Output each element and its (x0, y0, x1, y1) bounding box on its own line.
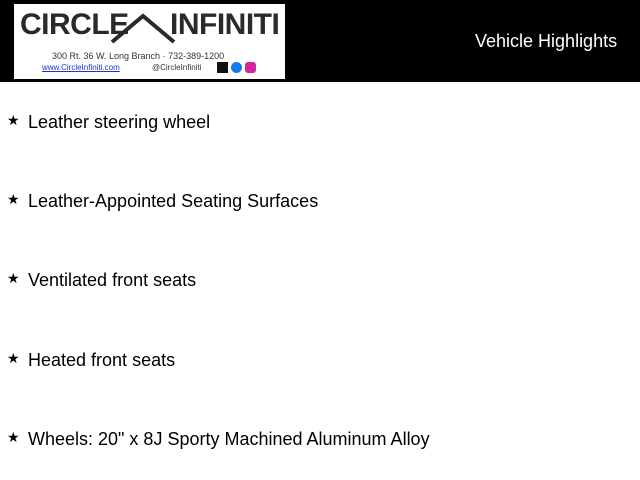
star-icon: ★ (7, 351, 20, 367)
dealer-logo[interactable] (14, 4, 285, 79)
star-icon: ★ (7, 192, 20, 208)
highlight-label: Ventilated front seats (28, 270, 197, 290)
dealer-address: 300 Rt. 36 W. Long Branch · 732-389-1200 (52, 51, 225, 61)
dealer-website-link[interactable]: www.CircleInfiniti.com (42, 63, 120, 72)
page-title: Vehicle Highlights (475, 31, 618, 51)
logo-word-right: INFINITI (170, 8, 280, 41)
highlight-label: Heated front seats (28, 350, 176, 370)
logo-word-left: CIRCLE (20, 8, 129, 41)
highlight-label: Leather-Appointed Seating Surfaces (28, 191, 319, 211)
dealer-social-handle: @CircleInfiniti (152, 63, 202, 72)
header-bar (0, 0, 640, 82)
instagram-icon[interactable] (245, 62, 256, 73)
highlight-label: Wheels: 20" x 8J Sporty Machined Aluminum Alloy (28, 429, 430, 449)
star-icon: ★ (7, 113, 20, 129)
x-icon[interactable] (217, 62, 228, 73)
star-icon: ★ (7, 271, 20, 287)
roof-icon (110, 10, 176, 44)
highlight-label: Leather steering wheel (28, 112, 211, 132)
star-icon: ★ (7, 430, 20, 446)
facebook-icon[interactable] (231, 62, 242, 73)
